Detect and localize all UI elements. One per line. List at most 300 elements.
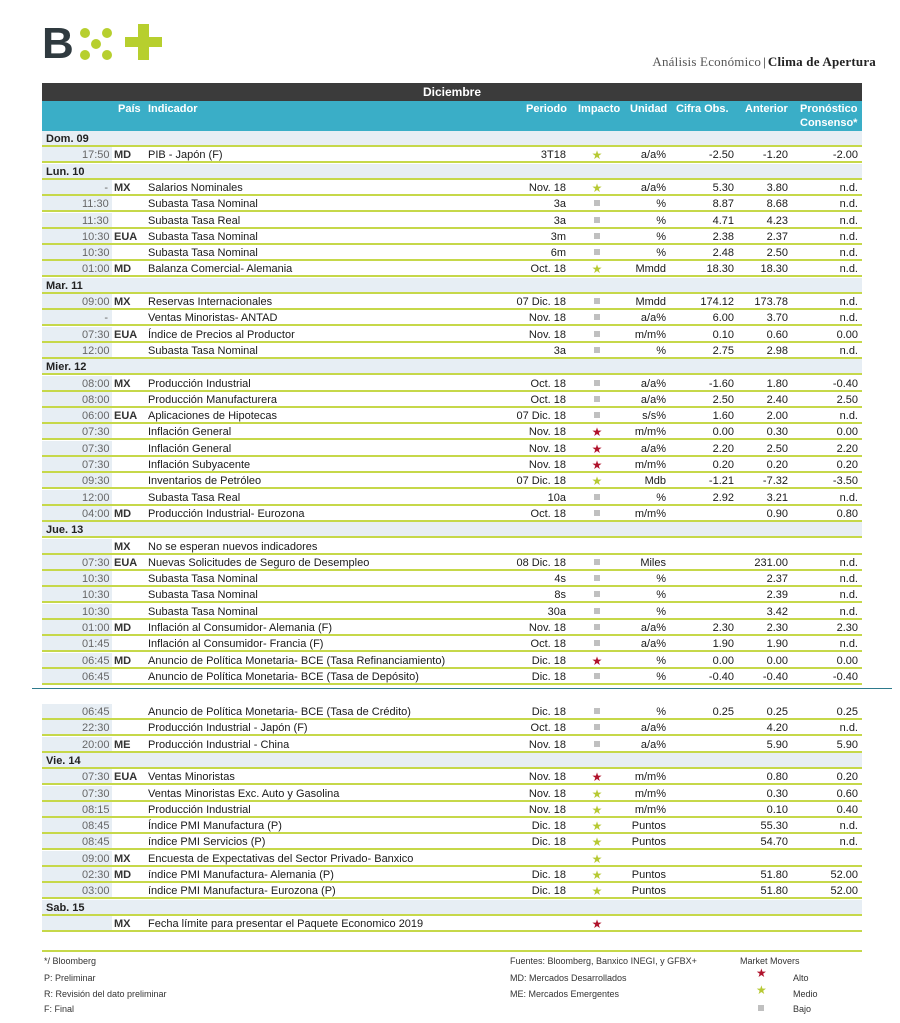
forecast-cell: -2.00 (832, 149, 858, 162)
table-row (42, 851, 862, 867)
legend-high-label: Alto (793, 973, 809, 983)
day-label: Vie. 14 (46, 754, 81, 767)
time-cell: 07:30 (82, 459, 110, 471)
medium-impact-star-icon: ★ (591, 474, 603, 489)
previous-cell: 2.98 (766, 344, 788, 357)
previous-cell: 1.90 (766, 638, 788, 651)
table-row (42, 916, 862, 932)
forecast-cell: n.d. (839, 491, 858, 504)
period-cell: 6m (550, 247, 566, 260)
previous-cell: 3.42 (766, 605, 788, 618)
day-label: Sab. 15 (46, 901, 85, 914)
legend-low-label: Bajo (793, 1004, 812, 1014)
table-row (42, 834, 862, 850)
period-cell: 3a (553, 344, 566, 357)
unit-cell: Puntos (631, 820, 666, 833)
indicator-cell: Producción Industrial- Eurozona (148, 507, 305, 520)
unit-cell: Mmdd (635, 296, 666, 308)
forecast-cell: n.d. (839, 198, 858, 211)
table-row (42, 769, 862, 785)
table-row (42, 196, 862, 212)
country-cell: EUA (114, 410, 138, 423)
forecast-cell: 0.00 (836, 654, 858, 667)
observed-cell: 4.71 (712, 214, 734, 227)
time-cell: 07:30 (82, 442, 110, 455)
indicator-cell: Reservas Internacionales (148, 296, 273, 308)
time-cell: 01:45 (82, 638, 110, 651)
low-impact-square-icon (590, 720, 604, 736)
country-cell: EUA (114, 230, 138, 243)
period-cell: Nov. 18 (528, 312, 566, 325)
unit-cell: a/a% (640, 377, 666, 390)
previous-cell: 173.78 (754, 296, 788, 308)
country-cell: MX (114, 917, 131, 930)
previous-cell: 2.37 (766, 573, 788, 586)
previous-cell: 1.80 (766, 377, 788, 390)
country-cell: MX (114, 540, 131, 553)
unit-cell: % (656, 491, 666, 504)
table-row (42, 720, 862, 736)
indicator-cell: Salarios Nominales (148, 181, 243, 194)
medium-impact-star-icon: ★ (591, 262, 603, 277)
indicator-cell: Subasta Tasa Real (148, 214, 241, 227)
country-cell: ME (114, 738, 131, 751)
country-cell: MD (114, 622, 132, 634)
time-cell: 09:00 (82, 296, 110, 308)
low-impact-square-icon (590, 392, 604, 408)
unit-cell: % (656, 247, 666, 260)
table-row (42, 392, 862, 408)
time-cell: 22:30 (82, 722, 110, 735)
forecast-cell: n.d. (839, 573, 858, 586)
forecast-cell: 0.00 (836, 426, 858, 439)
table-row (42, 261, 862, 277)
time-cell: 01:00 (82, 622, 110, 634)
unit-cell: % (656, 589, 666, 602)
period-cell: Dic. 18 (531, 670, 566, 683)
period-cell: Dic. 18 (531, 706, 566, 718)
period-cell: 8s (554, 589, 566, 602)
period-cell: Nov. 18 (528, 803, 566, 816)
low-impact-square-icon (590, 555, 604, 571)
indicator-cell: Anuncio de Política Monetaria- BCE (Tasa de Depósito) (148, 670, 419, 683)
country-cell: MX (114, 296, 131, 308)
unit-cell: % (656, 706, 666, 718)
table-row (42, 473, 862, 489)
low-impact-square-icon (590, 587, 604, 603)
previous-cell: 51.80 (760, 869, 788, 881)
high-impact-star-icon: ★ (591, 916, 603, 931)
country-cell: EUA (114, 556, 138, 569)
time-cell: 06:45 (82, 654, 110, 667)
period-cell: Nov. 18 (528, 771, 566, 784)
period-cell: Oct. 18 (530, 393, 566, 406)
observed-cell: 2.48 (712, 247, 734, 260)
table-row (42, 587, 862, 603)
indicator-cell: índice PMI Manufactura- Alemania (P) (148, 869, 334, 881)
footnote-final: F: Final (44, 1004, 75, 1014)
forecast-cell: n.d. (839, 181, 858, 194)
forecast-cell: 2.50 (836, 393, 858, 406)
medium-impact-star-icon: ★ (591, 802, 603, 817)
medium-impact-star-icon: ★ (591, 786, 603, 801)
forecast-cell: n.d. (839, 722, 858, 735)
indicator-cell: Ventas Minoristas- ANTAD (148, 312, 278, 325)
unit-cell: % (656, 230, 666, 243)
table-row (42, 786, 862, 802)
time-cell: 02:30 (82, 869, 110, 881)
legend-medium-label: Medio (793, 989, 818, 999)
table-row (42, 327, 862, 343)
previous-cell: 55.30 (760, 820, 788, 833)
period-cell: 07 Dic. 18 (516, 410, 566, 423)
unit-cell: Puntos (631, 869, 666, 881)
forecast-cell: -0.40 (832, 377, 858, 390)
unit-cell: a/a% (640, 722, 666, 735)
observed-cell: 2.75 (712, 344, 734, 357)
forecast-cell: 52.00 (830, 869, 858, 881)
day-header (42, 359, 862, 375)
high-impact-star-icon: ★ (591, 653, 603, 668)
observed-cell: 2.30 (712, 622, 734, 634)
period-cell: Nov. 18 (528, 442, 566, 455)
forecast-cell: n.d. (839, 589, 858, 602)
forecast-cell: 0.20 (836, 459, 858, 471)
observed-cell: -1.21 (708, 475, 734, 488)
low-impact-square-icon (590, 245, 604, 261)
previous-cell: 0.60 (766, 328, 788, 341)
previous-cell: -0.40 (762, 670, 788, 683)
indicator-cell: Encuesta de Expectativas del Sector Privado- Banxico (148, 852, 414, 865)
observed-cell: -1.60 (708, 377, 734, 390)
observed-cell: 6.00 (712, 312, 734, 325)
forecast-cell: n.d. (839, 312, 858, 325)
time-cell: 08:45 (82, 820, 110, 833)
table-row (42, 180, 862, 196)
period-cell: 3a (553, 198, 566, 211)
indicator-cell: Inflación General (148, 426, 232, 439)
indicator-cell: Producción Manufacturera (148, 393, 278, 406)
indicator-cell: índice PMI Manufactura- Eurozona (P) (148, 885, 336, 898)
time-cell: 08:00 (82, 393, 110, 406)
footnote-revision: R: Revisión del dato preliminar (44, 989, 167, 999)
unit-cell: a/a% (640, 312, 666, 325)
period-cell: Nov. 18 (528, 738, 566, 751)
day-header (42, 131, 862, 147)
time-cell: 09:00 (82, 852, 110, 865)
day-header (42, 278, 862, 294)
header-impact: Impacto (578, 103, 621, 115)
low-impact-square-icon (590, 213, 604, 229)
table-row (42, 343, 862, 359)
low-impact-square-icon (590, 669, 604, 685)
table-row (42, 555, 862, 571)
time-cell: - (104, 312, 108, 325)
header-obs: Cifra Obs. (676, 103, 729, 115)
svg-text:B: B (42, 20, 74, 64)
low-impact-square-icon (590, 636, 604, 652)
indicator-cell: Fecha límite para presentar el Paquete Economico 2019 (148, 917, 424, 930)
time-cell: 10:30 (82, 247, 110, 260)
unit-cell: m/m% (634, 803, 666, 816)
previous-cell: 231.00 (754, 556, 788, 569)
forecast-cell: n.d. (839, 296, 858, 308)
indicator-cell: Subasta Tasa Nominal (148, 198, 258, 211)
footnote-preliminary: P: Preliminar (44, 973, 96, 983)
previous-cell: 51.80 (760, 885, 788, 898)
observed-cell: 2.38 (712, 230, 734, 243)
observed-cell: 2.20 (712, 442, 734, 455)
indicator-cell: No se esperan nuevos indicadores (148, 540, 318, 553)
low-impact-square-icon (590, 343, 604, 359)
time-cell: 06:00 (82, 410, 110, 423)
medium-impact-star-icon: ★ (591, 819, 603, 834)
unit-cell: m/m% (634, 426, 666, 439)
day-header (42, 164, 862, 180)
time-cell: 07:30 (82, 328, 110, 341)
period-cell: Nov. 18 (528, 787, 566, 800)
country-cell: MD (114, 263, 132, 276)
table-row (42, 669, 862, 685)
footnote-sources: Fuentes: Bloomberg, Banxico INEGI, y GFBX+ (510, 956, 697, 966)
table-row (42, 571, 862, 587)
time-cell: 10:30 (82, 605, 110, 618)
period-cell: Nov. 18 (528, 459, 566, 471)
report-name: Clima de Apertura (767, 54, 876, 69)
previous-cell: 2.40 (766, 393, 788, 406)
low-impact-square-icon (590, 327, 604, 343)
period-cell: 3a (553, 214, 566, 227)
unit-cell: m/m% (634, 328, 666, 341)
indicator-cell: Subasta Tasa Nominal (148, 230, 258, 243)
table-row (42, 506, 862, 522)
unit-cell: a/a% (640, 738, 666, 751)
table-row (42, 310, 862, 326)
table-row (42, 653, 862, 669)
previous-cell: 2.30 (766, 622, 788, 634)
time-cell: 01:00 (82, 263, 110, 276)
indicator-cell: Balanza Comercial- Alemania (148, 263, 293, 276)
forecast-cell: 2.20 (836, 442, 858, 455)
table-row (42, 620, 862, 636)
day-header (42, 753, 862, 769)
period-cell: Nov. 18 (528, 426, 566, 439)
table-row (42, 424, 862, 440)
table-row (42, 213, 862, 229)
forecast-cell: 2.30 (836, 622, 858, 634)
period-cell: Nov. 18 (528, 622, 566, 634)
unit-cell: % (656, 214, 666, 227)
table-row (42, 408, 862, 424)
indicator-cell: Índice de Precios al Productor (148, 328, 295, 341)
country-cell: MD (114, 149, 132, 162)
previous-cell: 0.20 (766, 459, 788, 471)
day-label: Mar. 11 (46, 279, 83, 292)
forecast-cell: n.d. (839, 605, 858, 618)
time-cell: 11:30 (82, 198, 109, 211)
indicator-cell: Aplicaciones de Hipotecas (148, 410, 278, 423)
footnote-me: ME: Mercados Emergentes (510, 989, 620, 999)
observed-cell: 18.30 (706, 263, 734, 276)
forecast-cell: n.d. (839, 247, 858, 260)
time-cell: 06:45 (82, 670, 110, 683)
header-period: Periodo (526, 103, 567, 115)
high-impact-star-icon: ★ (591, 458, 603, 472)
unit-cell: a/a% (640, 181, 666, 194)
header-forecast-1: Pronóstico (800, 103, 858, 115)
forecast-cell: 0.00 (836, 328, 858, 341)
footnote-bloomberg: */ Bloomberg (44, 956, 97, 966)
forecast-cell: n.d. (839, 836, 858, 849)
observed-cell: 0.00 (712, 426, 734, 439)
period-cell: Nov. 18 (528, 328, 566, 341)
footer-rule (42, 950, 862, 952)
unit-cell: Puntos (631, 836, 666, 849)
forecast-cell: n.d. (839, 230, 858, 243)
period-cell: Dic. 18 (531, 869, 566, 881)
forecast-cell: n.d. (839, 214, 858, 227)
observed-cell: 174.12 (700, 296, 734, 308)
unit-cell: m/m% (634, 771, 666, 784)
previous-cell: 3.70 (766, 312, 788, 325)
legend-high-star-icon: ★ (756, 966, 767, 980)
period-cell: Dic. 18 (531, 885, 566, 898)
unit-cell: Miles (640, 556, 666, 569)
previous-cell: 2.50 (766, 247, 788, 260)
unit-cell: Mdb (644, 475, 666, 488)
table-row (42, 867, 862, 883)
country-cell: MX (114, 377, 131, 390)
table-row (42, 883, 862, 899)
observed-cell: 2.50 (712, 393, 734, 406)
unit-cell: m/m% (634, 507, 666, 520)
report-area: Análisis Económico (652, 54, 762, 69)
unit-cell: % (656, 573, 666, 586)
period-cell: 10a (547, 491, 566, 504)
indicator-cell: Inflación al Consumidor- Francia (F) (148, 638, 324, 651)
unit-cell: % (656, 344, 666, 357)
table-row (42, 147, 862, 163)
country-cell: MD (114, 654, 132, 667)
table-row (42, 818, 862, 834)
unit-cell: s/s% (642, 410, 666, 423)
previous-cell: 5.90 (766, 738, 788, 751)
bx-plus-logo (42, 20, 172, 64)
previous-cell: 0.30 (766, 426, 788, 439)
medium-impact-star-icon: ★ (591, 835, 603, 850)
indicator-cell: Nuevas Solicitudes de Seguro de Desempleo (148, 556, 370, 569)
low-impact-square-icon (590, 704, 604, 720)
table-row (42, 441, 862, 457)
indicator-cell: Subasta Tasa Nominal (148, 247, 258, 260)
previous-cell: 8.68 (766, 198, 788, 211)
observed-cell: 0.25 (712, 706, 734, 718)
time-cell: 03:00 (82, 885, 110, 898)
day-label: Lun. 10 (46, 165, 85, 178)
previous-cell: 0.00 (766, 654, 788, 667)
legend-low-square-icon (758, 1003, 764, 1013)
forecast-cell: 0.60 (836, 787, 858, 800)
observed-cell: 0.00 (712, 654, 734, 667)
previous-cell: 0.25 (766, 706, 788, 718)
footnote-md: MD: Mercados Desarrollados (510, 973, 627, 983)
time-cell: 20:00 (82, 738, 110, 751)
country-cell: EUA (114, 771, 138, 784)
period-cell: Dic. 18 (531, 836, 566, 849)
country-cell: EUA (114, 328, 138, 341)
previous-cell: 0.90 (766, 507, 788, 520)
period-cell: Oct. 18 (530, 722, 566, 735)
header-prev: Anterior (745, 103, 788, 115)
table-row (42, 245, 862, 261)
table-row (42, 636, 862, 652)
indicator-cell: Subasta Tasa Nominal (148, 589, 258, 602)
time-cell: 11:30 (82, 214, 109, 227)
indicator-cell: Anuncio de Política Monetaria- BCE (Tasa Refinanciamiento) (148, 654, 446, 667)
time-cell: 10:30 (82, 230, 110, 243)
previous-cell: 2.00 (766, 410, 788, 423)
forecast-cell: n.d. (839, 410, 858, 423)
day-label: Jue. 13 (46, 524, 84, 537)
time-cell: 04:00 (82, 507, 110, 520)
unit-cell: a/a% (640, 393, 666, 406)
indicator-cell: Producción Industrial (148, 377, 251, 390)
country-cell: MX (114, 852, 131, 865)
forecast-cell: 0.20 (836, 771, 858, 784)
indicator-cell: Producción Industrial - Japón (F) (148, 722, 308, 735)
indicator-cell: Producción Industrial (148, 803, 251, 816)
forecast-cell: -3.50 (832, 475, 858, 488)
forecast-cell: n.d. (839, 344, 858, 357)
indicator-cell: Subasta Tasa Nominal (148, 605, 258, 618)
indicator-cell: Inflación General (148, 442, 232, 455)
title-separator: | (763, 54, 766, 69)
period-cell: Oct. 18 (530, 507, 566, 520)
period-cell: 3m (550, 230, 566, 243)
observed-cell: 2.92 (712, 491, 734, 504)
time-cell: 08:00 (82, 377, 110, 390)
period-cell: 30a (547, 605, 566, 618)
low-impact-square-icon (590, 408, 604, 424)
forecast-cell: -0.40 (832, 670, 858, 683)
low-impact-square-icon (590, 376, 604, 392)
unit-cell: m/m% (634, 787, 666, 800)
legend-medium-star-icon: ★ (756, 983, 767, 997)
previous-cell: -1.20 (762, 149, 788, 162)
table-row (42, 539, 862, 555)
day-label: Dom. 09 (46, 133, 89, 145)
country-cell: MD (114, 507, 132, 520)
high-impact-star-icon: ★ (591, 770, 603, 785)
observed-cell: 0.10 (712, 328, 734, 341)
indicator-cell: Anuncio de Política Monetaria- BCE (Tasa de Crédito) (148, 706, 411, 718)
previous-cell: 4.23 (766, 214, 788, 227)
forecast-cell: n.d. (839, 263, 858, 276)
period-cell: Dic. 18 (531, 654, 566, 667)
previous-cell: 4.20 (766, 722, 788, 735)
unit-cell: m/m% (634, 459, 666, 471)
time-cell-background (42, 539, 112, 553)
table-row (42, 604, 862, 620)
indicator-cell: Subasta Tasa Real (148, 491, 241, 504)
unit-cell: a/a% (640, 622, 666, 634)
table-row (42, 376, 862, 392)
medium-impact-star-icon: ★ (591, 868, 603, 882)
unit-cell: a/a% (640, 638, 666, 651)
observed-cell: -2.50 (708, 149, 734, 162)
previous-cell: 2.39 (766, 589, 788, 602)
header-unit: Unidad (630, 103, 668, 115)
